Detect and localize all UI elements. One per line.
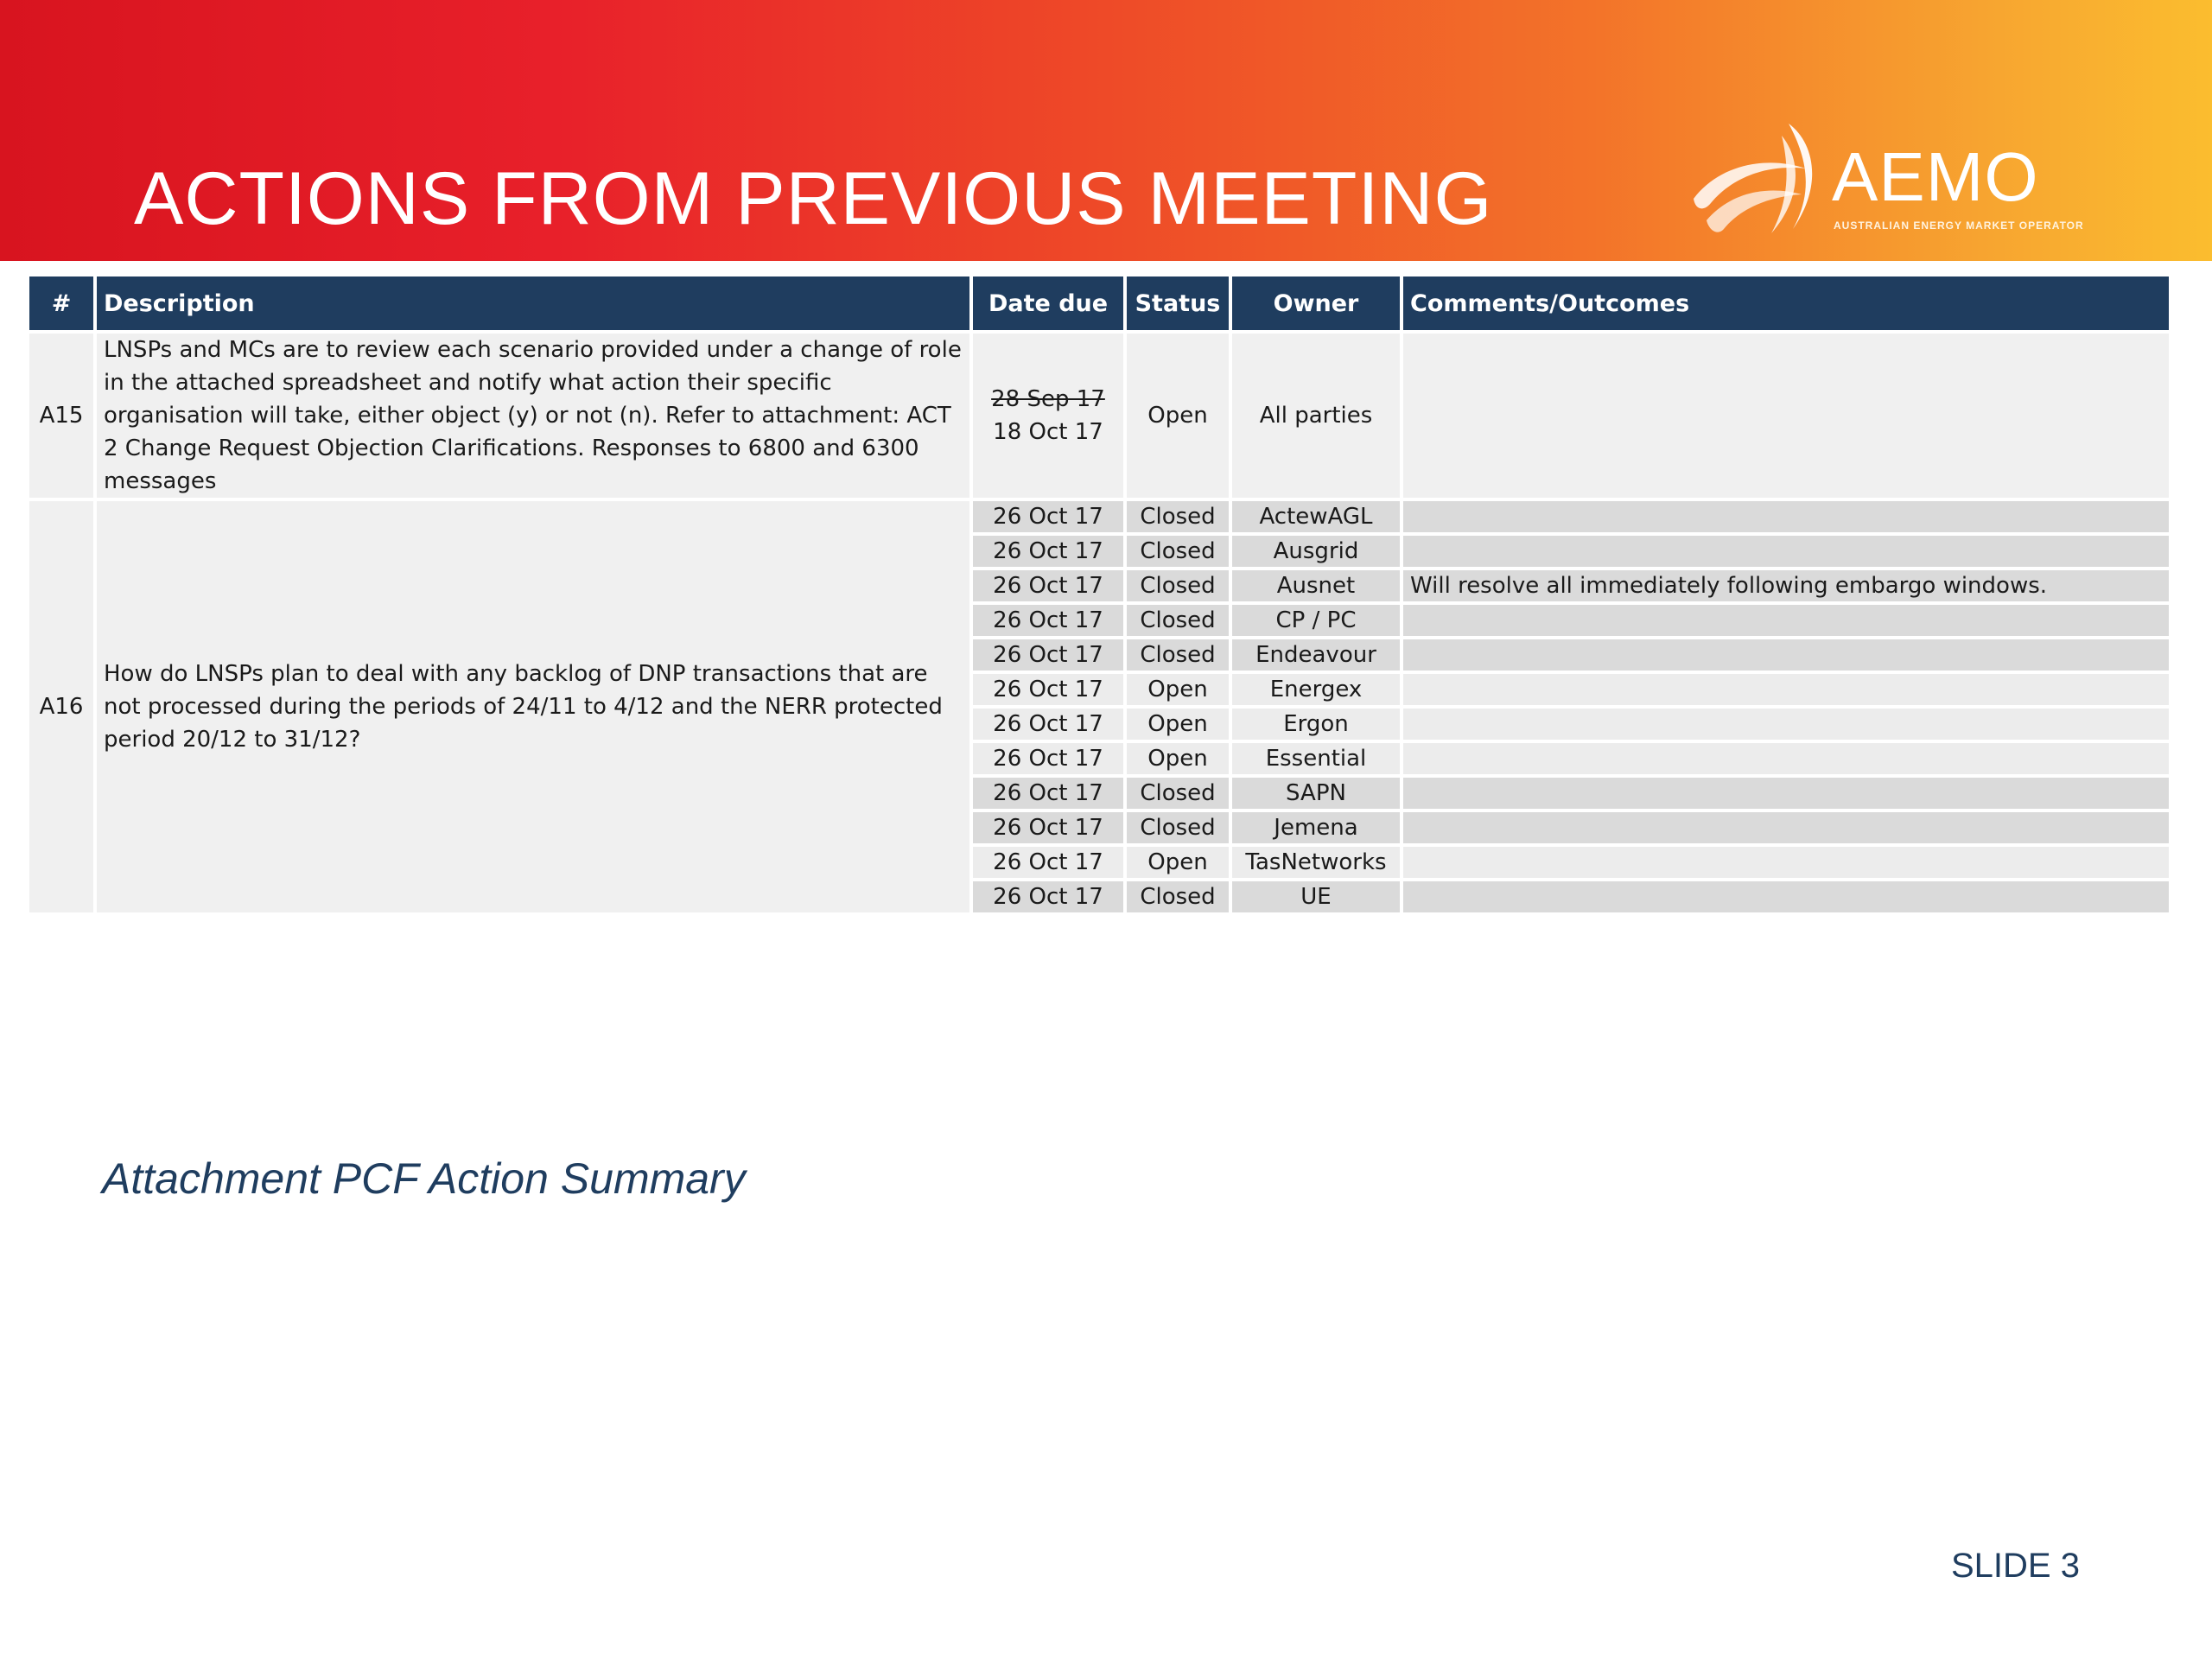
attachment-link[interactable]: Attachment PCF Action Summary (102, 1154, 746, 1203)
comments-cell (1403, 812, 2169, 843)
status-cell: Open (1127, 334, 1229, 498)
table-row-a15 (29, 334, 2169, 498)
actions-table (26, 273, 2172, 916)
col-header-number: # (29, 276, 93, 330)
col-header-description: Description (97, 276, 969, 330)
logo-tagline: AUSTRALIAN ENERGY MARKET OPERATOR (1834, 219, 2084, 232)
owner-cell: Essential (1232, 743, 1400, 774)
slide-number: SLIDE 3 (1951, 1547, 2080, 1585)
status-cell: Closed (1127, 639, 1229, 671)
action-description: How do LNSPs plan to deal with any backlog of DNP transactions that are not processed during the periods of 24/11 to 4/12 and the NERR protected period 20/12 to 31/12? (97, 501, 969, 912)
owner-cell: Ausnet (1232, 570, 1400, 601)
action-description: LNSPs and MCs are to review each scenario provided under a change of role in the attached spreadsheet and notify what action their specific organisation will take, either object (y) or not (n). Refer to attachment: ACT 2 Change Request Objection Clarifications. Responses to 6800 and 6300 messages (97, 334, 969, 498)
status-cell: Closed (1127, 812, 1229, 843)
date-due-cell: 26 Oct 17 (973, 639, 1123, 671)
comments-cell (1403, 778, 2169, 809)
owner-cell: Jemena (1232, 812, 1400, 843)
comments-cell (1403, 639, 2169, 671)
date-due-new: 18 Oct 17 (993, 419, 1103, 445)
date-due-cell: 26 Oct 17 (973, 709, 1123, 740)
date-due-old: 28 Sep 17 (991, 386, 1105, 412)
action-id: A15 (29, 334, 93, 498)
date-due-cell: 26 Oct 17 (973, 847, 1123, 878)
col-header-owner: Owner (1232, 276, 1400, 330)
logo-wordmark: AEMO (1832, 138, 2039, 215)
comments-cell (1403, 334, 2169, 498)
date-due-cell: 26 Oct 17 (973, 812, 1123, 843)
owner-cell: ActewAGL (1232, 501, 1400, 532)
table-header-row (29, 276, 2169, 330)
comments-cell: Will resolve all immediately following embargo windows. (1403, 570, 2169, 601)
status-cell: Closed (1127, 778, 1229, 809)
aemo-logo (1685, 117, 2084, 246)
col-header-status: Status (1127, 276, 1229, 330)
comments-cell (1403, 536, 2169, 567)
comments-cell (1403, 605, 2169, 636)
date-due-cell: 26 Oct 17 (973, 743, 1123, 774)
owner-cell: TasNetworks (1232, 847, 1400, 878)
date-due-cell: 26 Oct 17 (973, 536, 1123, 567)
col-header-date-due: Date due (973, 276, 1123, 330)
date-due-cell: 26 Oct 17 (973, 778, 1123, 809)
status-cell: Closed (1127, 605, 1229, 636)
owner-cell: Endeavour (1232, 639, 1400, 671)
page-title: ACTIONS FROM PREVIOUS MEETING (134, 157, 1493, 240)
date-due-cell: 26 Oct 17 (973, 605, 1123, 636)
status-cell: Closed (1127, 881, 1229, 912)
comments-cell (1403, 501, 2169, 532)
owner-cell: UE (1232, 881, 1400, 912)
comments-cell (1403, 709, 2169, 740)
status-cell: Open (1127, 674, 1229, 705)
action-id: A16 (29, 501, 93, 912)
status-cell: Closed (1127, 501, 1229, 532)
table-row (29, 501, 2169, 532)
status-cell: Open (1127, 743, 1229, 774)
date-due-cell: 26 Oct 17 (973, 881, 1123, 912)
owner-cell: Ergon (1232, 709, 1400, 740)
comments-cell (1403, 743, 2169, 774)
col-header-comments: Comments/Outcomes (1403, 276, 2169, 330)
status-cell: Open (1127, 847, 1229, 878)
comments-cell (1403, 674, 2169, 705)
aemo-swirl-icon (1685, 117, 1832, 246)
owner-cell: Energex (1232, 674, 1400, 705)
date-due-cell: 26 Oct 17 (973, 674, 1123, 705)
date-due-cell (973, 334, 1123, 498)
header-banner (0, 0, 2212, 261)
status-cell: Closed (1127, 536, 1229, 567)
comments-cell (1403, 847, 2169, 878)
date-due-cell: 26 Oct 17 (973, 570, 1123, 601)
date-due-cell: 26 Oct 17 (973, 501, 1123, 532)
owner-cell: Ausgrid (1232, 536, 1400, 567)
comments-cell (1403, 881, 2169, 912)
owner-cell: SAPN (1232, 778, 1400, 809)
owner-cell: CP / PC (1232, 605, 1400, 636)
owner-cell: All parties (1232, 334, 1400, 498)
status-cell: Open (1127, 709, 1229, 740)
status-cell: Closed (1127, 570, 1229, 601)
